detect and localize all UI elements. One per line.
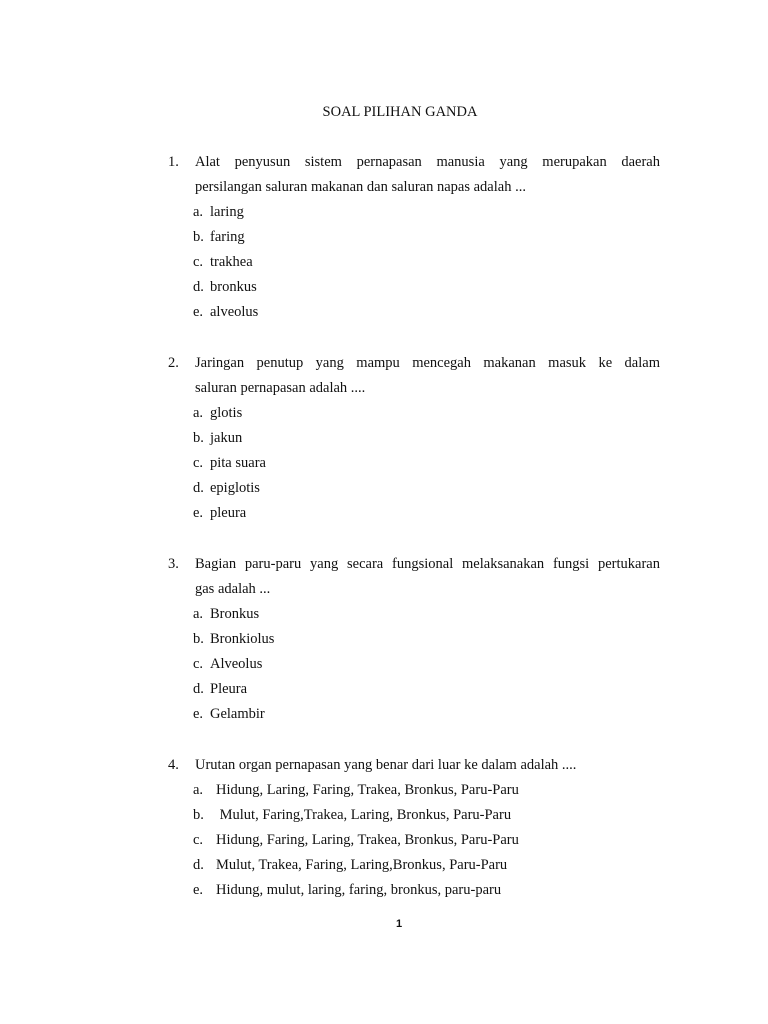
- option-label: c.: [193, 832, 204, 848]
- option-label: d.: [193, 681, 204, 697]
- option-label: e.: [193, 505, 204, 521]
- answer-option: [168, 677, 660, 702]
- answer-option: [168, 225, 660, 250]
- option-label: a.: [193, 782, 204, 798]
- answer-option: [168, 853, 660, 878]
- question-number: 4.: [168, 757, 179, 773]
- question-text: Urutan organ pernapasan yang benar dari luar ke dalam adalah ....: [195, 757, 577, 773]
- answer-option: [168, 778, 660, 803]
- question-text: Bagian paru-paru yang secara fungsional melaksanakan fungsi pertukaran: [195, 556, 660, 572]
- option-text: jakun: [210, 430, 243, 446]
- answer-option: [168, 200, 660, 225]
- option-label: a.: [193, 204, 204, 220]
- answer-option: [168, 828, 660, 853]
- option-text: Bronkus: [210, 606, 260, 622]
- option-label: c.: [193, 656, 204, 672]
- option-text: Alveolus: [210, 656, 263, 672]
- option-label: b.: [193, 229, 204, 245]
- option-text: Pleura: [210, 681, 248, 697]
- option-label: e.: [193, 882, 204, 898]
- answer-option: [168, 426, 660, 451]
- option-text: Mulut, Faring,Trakea, Laring, Bronkus, Paru-Paru: [216, 807, 512, 823]
- option-label: a.: [193, 606, 204, 622]
- question-4: [168, 753, 660, 903]
- option-label: a.: [193, 405, 204, 421]
- answer-option: [168, 401, 660, 426]
- question-number: 3.: [168, 556, 179, 572]
- option-text: laring: [210, 204, 244, 220]
- question-line: [168, 577, 660, 602]
- question-number: 1.: [168, 154, 179, 170]
- option-label: b.: [193, 807, 204, 823]
- option-label: c.: [193, 254, 204, 270]
- answer-option: [168, 501, 660, 526]
- option-text: Mulut, Trakea, Faring, Laring,Bronkus, Paru-Paru: [216, 857, 508, 873]
- option-text: Gelambir: [210, 706, 265, 722]
- option-text: pita suara: [210, 455, 266, 471]
- question-line: [168, 351, 660, 376]
- option-text: Bronkiolus: [210, 631, 275, 647]
- answer-option: [168, 627, 660, 652]
- answer-option: [168, 652, 660, 677]
- question-line: [168, 753, 660, 778]
- option-label: d.: [193, 480, 204, 496]
- option-text: bronkus: [210, 279, 257, 295]
- option-text: pleura: [210, 505, 247, 521]
- answer-option: [168, 878, 660, 903]
- question-2: [168, 351, 660, 526]
- answer-option: [168, 275, 660, 300]
- question-text: gas adalah ...: [195, 581, 271, 597]
- question-3: [168, 552, 660, 727]
- option-label: b.: [193, 631, 204, 647]
- option-label: c.: [193, 455, 204, 471]
- answer-option: [168, 702, 660, 727]
- option-text: faring: [210, 229, 245, 245]
- question-text: saluran pernapasan adalah ....: [195, 380, 366, 396]
- question-1: [168, 150, 660, 325]
- question-text: persilangan saluran makanan dan saluran napas adalah ...: [195, 179, 526, 195]
- page-number: 1: [396, 918, 403, 930]
- option-text: glotis: [210, 405, 243, 421]
- answer-option: [168, 451, 660, 476]
- question-text: Jaringan penutup yang mampu mencegah makanan masuk ke dalam: [195, 355, 660, 371]
- option-text: Hidung, Faring, Laring, Trakea, Bronkus, Paru-Paru: [216, 832, 519, 848]
- question-line: [168, 175, 660, 200]
- option-text: alveolus: [210, 304, 259, 320]
- option-text: epiglotis: [210, 480, 260, 496]
- option-text: trakhea: [210, 254, 253, 270]
- option-label: d.: [193, 279, 204, 295]
- answer-option: [168, 250, 660, 275]
- answer-option: [168, 803, 660, 828]
- option-label: e.: [193, 304, 204, 320]
- page-title: SOAL PILIHAN GANDA: [322, 104, 478, 120]
- question-line: [168, 376, 660, 401]
- answer-option: [168, 602, 660, 627]
- option-text: Hidung, Laring, Faring, Trakea, Bronkus, Paru-Paru: [216, 782, 519, 798]
- option-text: Hidung, mulut, laring, faring, bronkus, paru-paru: [216, 882, 502, 898]
- option-label: b.: [193, 430, 204, 446]
- answer-option: [168, 300, 660, 325]
- answer-option: [168, 476, 660, 501]
- option-label: d.: [193, 857, 204, 873]
- option-label: e.: [193, 706, 204, 722]
- question-line: [168, 552, 660, 577]
- question-line: [168, 150, 660, 175]
- question-number: 2.: [168, 355, 179, 371]
- question-text: Alat penyusun sistem pernapasan manusia yang merupakan daerah: [195, 154, 660, 170]
